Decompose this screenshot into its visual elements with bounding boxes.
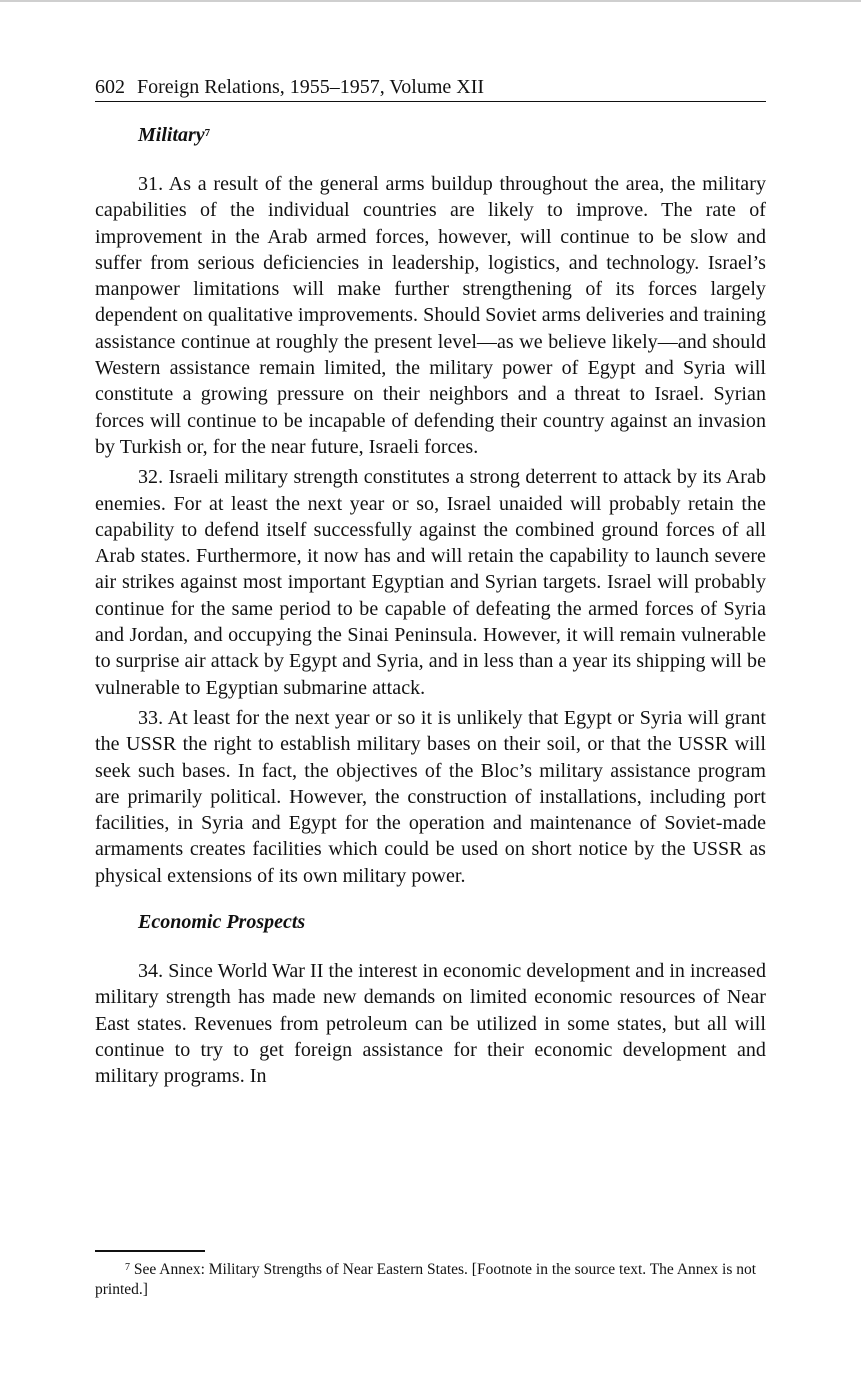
section-title-text: Military — [138, 124, 205, 146]
footnote — [95, 1260, 766, 1300]
footnote-marker: 7 — [125, 1262, 130, 1273]
paragraph-31: 31. As a result of the general arms buildup throughout the area, the military capabilities of the individual countries are likely to improve. The rate of improvement in the Arab armed forces, however, will continue to be slow and suffer from serious deficiencies in leadership, logistics, and technology. Israel’s manpower limitations will make further strengthening of its forces largely dependent on qualitative improvements. Should Soviet arms deliveries and training assistance continue at roughly the present level—as we believe likely—and should Western assistance remain limited, the military power of Egypt and Syria will constitute a growing pressure on their neighbors and a threat to Israel. Syrian forces will continue to be incapable of defending their country against an invasion by Turkish or, for the near future, Israeli forces. — [95, 173, 766, 458]
section-title-economic-prospects: Economic Prospects — [138, 911, 306, 934]
footnote-text: See Annex: Military Strengths of Near Eastern States. [Footnote in the source text. The Annex is not printed.] — [95, 1261, 757, 1298]
running-header — [95, 74, 766, 102]
footnote-divider — [95, 1250, 205, 1252]
paragraph-34: 34. Since World War II the interest in economic development and in increased military strength has made new demands on limited economic resources of Near East states. Revenues from petroleum can be utilized in some states, but all will continue to try to get foreign assistance for their economic development and military programs. In — [95, 960, 766, 1088]
running-title: Foreign Relations, 1955–1957, Volume XII — [137, 76, 485, 98]
document-page — [95, 74, 766, 1094]
page-top-edge — [0, 0, 861, 2]
paragraph-32: 32. Israeli military strength constitutes a strong deterrent to attack by its Arab enemies. For at least the next year or so, Israel unaided will probably retain the capability to defend itself successfully against the combined ground forces of all Arab states. Furthermore, it now has and will retain the capability to launch severe air strikes against most important Egyptian and Syrian targets. Israel will probably continue for the same period to be capable of defeating the armed forces of Syria and Jordan, and occupying the Sinai Peninsula. However, it will remain vulnerable to surprise air attack by Egypt and Syria, and in less than a year its shipping will be vulnerable to Egyptian submarine attack. — [95, 466, 766, 699]
footnote-reference: 7 — [204, 127, 211, 139]
section-title-military — [95, 122, 766, 148]
paragraph-33: 33. At least for the next year or so it is unlikely that Egypt or Syria will grant the USSR the right to establish military bases on their soil, or that the USSR will seek such bases. In fact, the objectives of the Bloc’s military assistance program are primarily political. However, the construction of installations, including port facilities, in Syria and Egypt for the operation and maintenance of Soviet-made armaments creates facilities which could be used on short notice by the USSR as physical extensions of its own military power. — [95, 706, 766, 887]
page-number: 602 — [95, 76, 125, 98]
